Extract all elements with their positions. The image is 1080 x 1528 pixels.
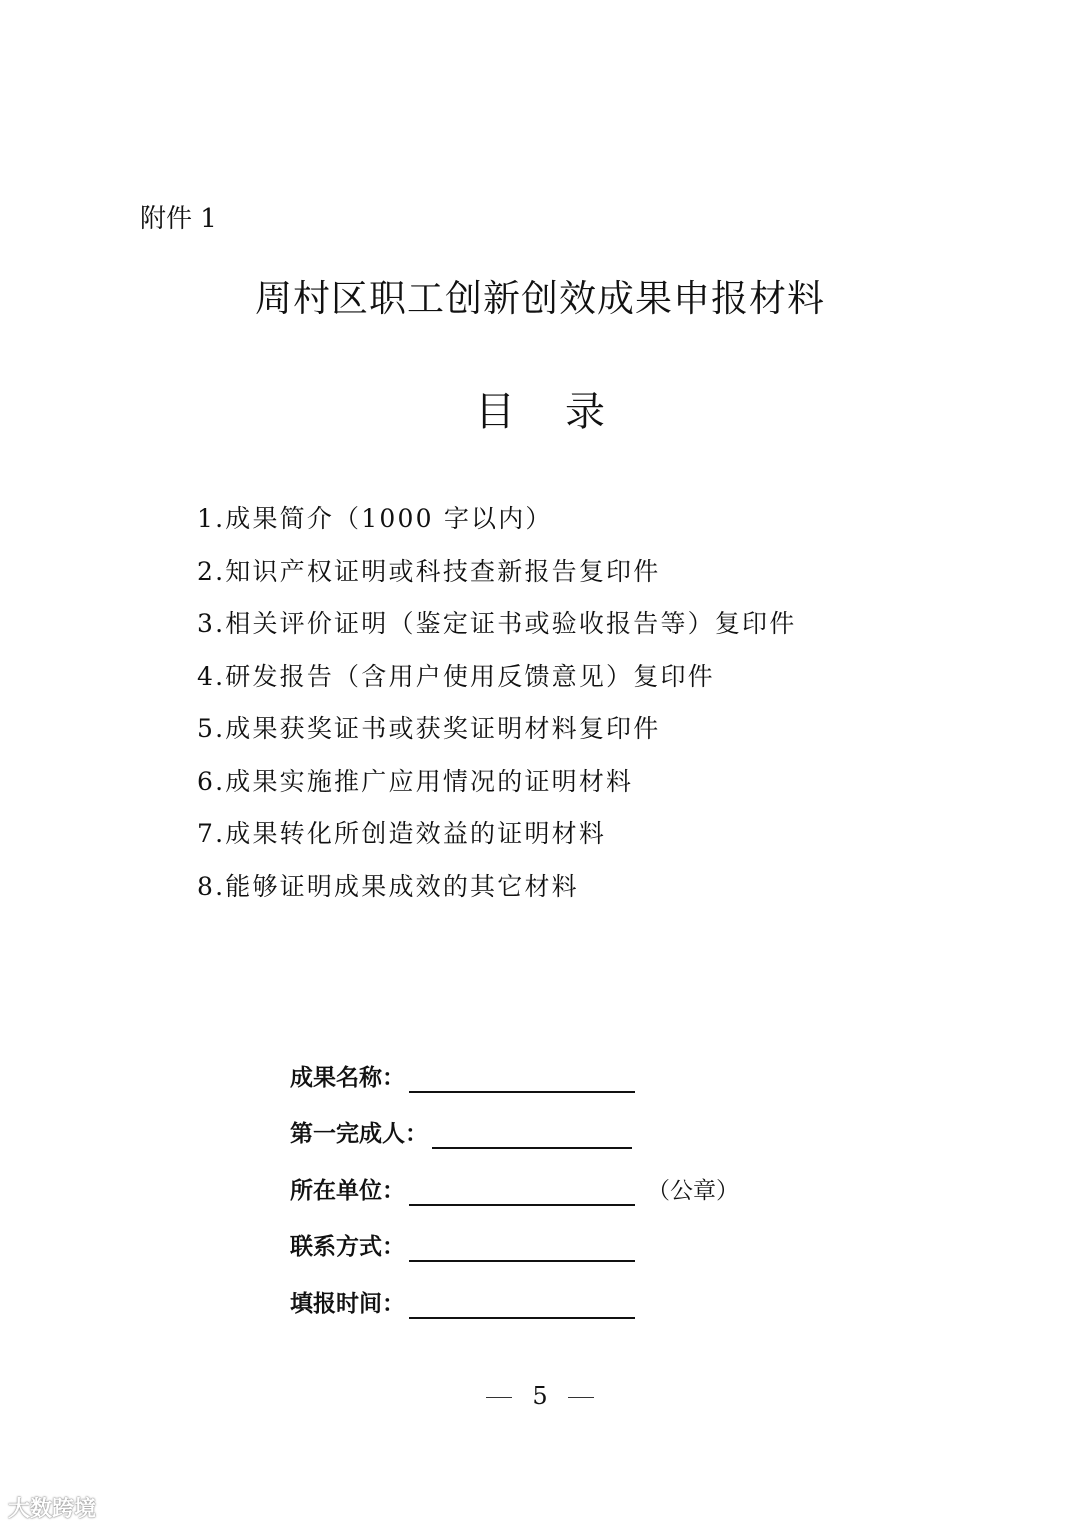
toc-item: 3.相关评价证明（鉴定证书或验收报告等）复印件 (197, 609, 797, 638)
page-number-value: 5 (532, 1382, 548, 1410)
blank-line-field[interactable] (409, 1291, 635, 1319)
attachment-label: 附件 1 (140, 204, 217, 234)
toc-item: 1.成果简介（1000 字以内） (197, 504, 553, 533)
field-label: 所在单位： (290, 1176, 405, 1204)
form-row-first-contributor (290, 1093, 739, 1150)
seal-note: （公章） (647, 1177, 739, 1204)
blank-line-field[interactable] (409, 1065, 635, 1093)
info-form (290, 1036, 739, 1319)
toc-heading-char-1: 目 (475, 389, 515, 435)
toc-item: 5.成果获奖证书或获奖证明材料复印件 (197, 714, 661, 743)
toc-list (197, 502, 796, 922)
blank-line-field[interactable] (409, 1234, 635, 1262)
field-label: 填报时间： (290, 1289, 405, 1317)
toc-item: 6.成果实施推广应用情况的证明材料 (197, 766, 634, 796)
watermark-logo (8, 1492, 96, 1523)
toc-item: 7.成果转化所创造效益的证明材料 (197, 819, 607, 848)
field-label: 联系方式： (290, 1233, 405, 1260)
form-row-contact (290, 1206, 739, 1263)
dash-left (486, 1397, 512, 1398)
page-number (0, 1382, 1080, 1410)
toc-heading-char-2: 录 (565, 389, 605, 435)
field-label: 第一完成人： (290, 1120, 428, 1147)
form-row-organization (290, 1149, 739, 1206)
dash-right (568, 1397, 594, 1398)
toc-item: 8.能够证明成果成效的其它材料 (197, 871, 579, 901)
watermark-text: 大数跨境 (8, 1497, 97, 1522)
document-title: 周村区职工创新创效成果申报材料 (255, 277, 825, 320)
blank-line-field[interactable] (432, 1121, 632, 1149)
field-label: 成果名称： (290, 1063, 405, 1091)
toc-item: 2.知识产权证明或科技查新报告复印件 (197, 556, 661, 586)
toc-item: 4.研发报告（含用户使用反馈意见）复印件 (197, 661, 715, 691)
form-row-date (290, 1262, 739, 1319)
toc-heading (0, 380, 1080, 437)
blank-line-field[interactable] (409, 1178, 635, 1206)
form-row-achievement-name (290, 1036, 739, 1093)
